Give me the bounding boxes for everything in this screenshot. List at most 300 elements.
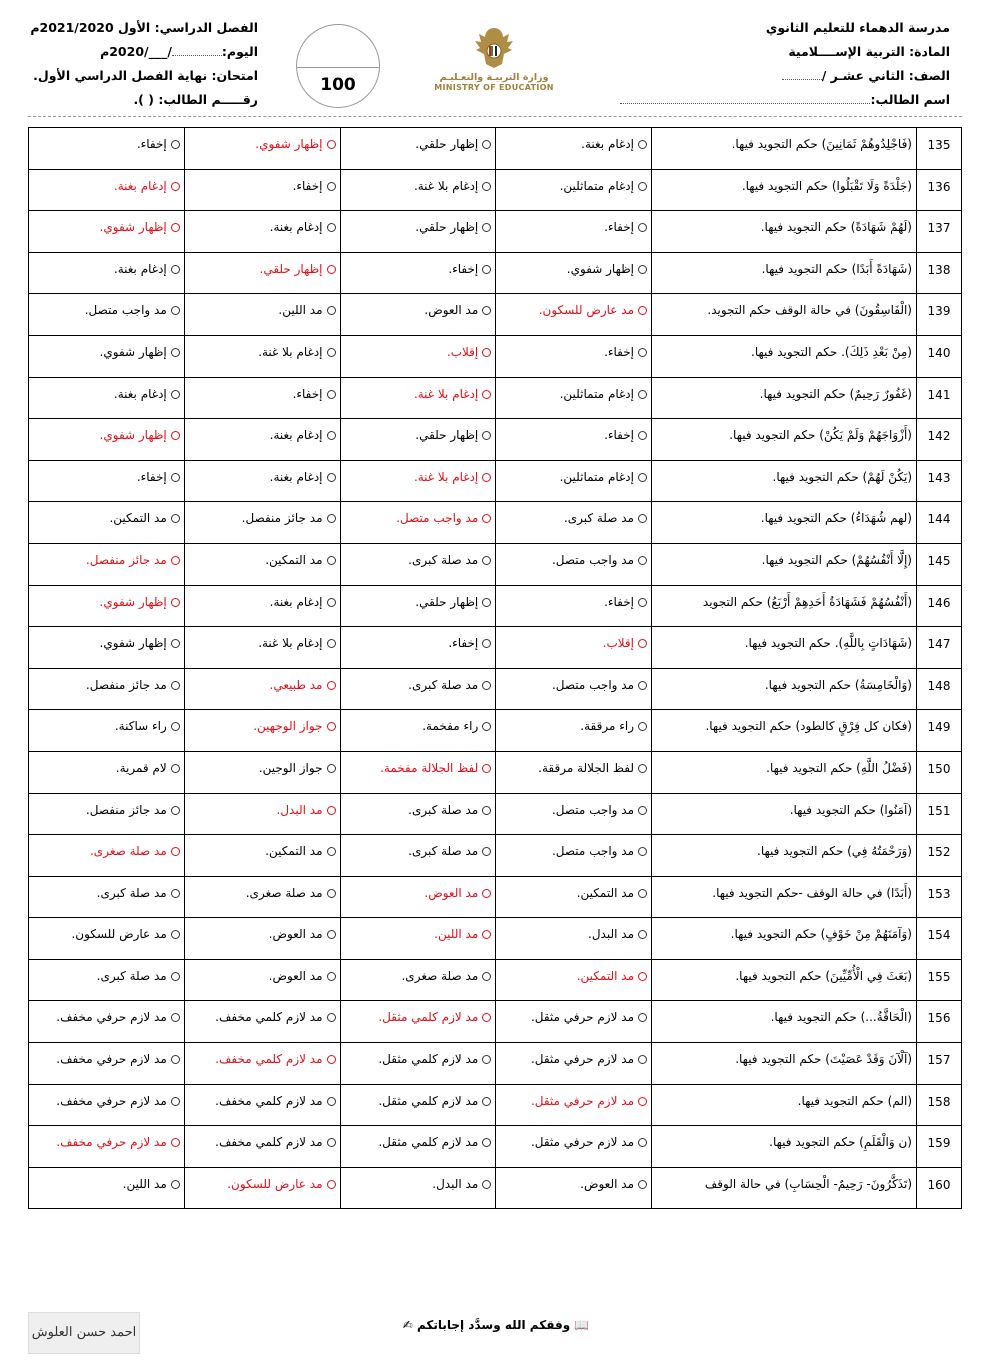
answer-option-label: إدغام بلا غنة. <box>413 178 479 193</box>
answer-option-label: مد واجب متصل. <box>84 303 167 318</box>
radio-icon[interactable] <box>327 847 336 856</box>
answer-option[interactable] <box>340 835 496 877</box>
answer-option-label: جواز الوجين. <box>258 760 323 775</box>
answer-option[interactable] <box>29 294 185 336</box>
radio-icon[interactable] <box>171 473 180 482</box>
answer-option-correct[interactable] <box>496 294 652 336</box>
answer-option[interactable] <box>29 959 185 1001</box>
radio-icon[interactable] <box>482 514 491 523</box>
radio-icon[interactable] <box>327 182 336 191</box>
answer-option-label: مد جائز منفصل. <box>241 511 323 526</box>
answer-option-correct[interactable] <box>184 710 340 752</box>
question-text: (لهم شُهَدَاءُ) حكم التجويد فيها. <box>652 502 917 544</box>
answer-option[interactable] <box>184 460 340 502</box>
answer-option-correct[interactable] <box>29 543 185 585</box>
radio-icon[interactable] <box>482 806 491 815</box>
answer-option[interactable] <box>184 959 340 1001</box>
radio-icon[interactable] <box>327 431 336 440</box>
question-number: 145 <box>917 543 962 585</box>
answer-option-label: مد لازم كلمي مخفف. <box>215 1010 323 1025</box>
radio-icon[interactable] <box>171 722 180 731</box>
answer-option[interactable] <box>184 627 340 669</box>
radio-icon[interactable] <box>327 889 336 898</box>
radio-icon[interactable] <box>171 390 180 399</box>
answer-option-label: راء مرققة. <box>580 719 634 734</box>
radio-icon[interactable] <box>171 806 180 815</box>
answer-option-label: إظهار شفوي. <box>99 220 167 235</box>
radio-icon[interactable] <box>638 972 647 981</box>
answer-option-label: إظهار شفوي. <box>255 137 323 151</box>
answer-option[interactable] <box>29 627 185 669</box>
answer-option[interactable] <box>29 793 185 835</box>
radio-icon[interactable] <box>171 598 180 607</box>
radio-icon[interactable] <box>327 972 336 981</box>
answer-option-correct[interactable] <box>184 793 340 835</box>
radio-icon[interactable] <box>171 681 180 690</box>
answer-option[interactable] <box>496 377 652 419</box>
answer-option[interactable] <box>496 252 652 294</box>
answer-option[interactable] <box>340 211 496 253</box>
radio-icon[interactable] <box>482 265 491 274</box>
radio-icon[interactable] <box>638 431 647 440</box>
radio-icon[interactable] <box>327 348 336 357</box>
question-text: (فَاجْلِدُوهُمْ ثَمَانِينَ) حكم التجويد فيها. <box>652 128 917 170</box>
answer-option[interactable] <box>340 543 496 585</box>
radio-icon[interactable] <box>482 972 491 981</box>
question-row <box>29 335 962 377</box>
question-number: 147 <box>917 627 962 669</box>
answer-option[interactable] <box>184 751 340 793</box>
radio-icon[interactable] <box>482 390 491 399</box>
question-row <box>29 1043 962 1085</box>
question-text: (إِلَّا أَنْفُسُهُمْ) حكم التجويد فيها. <box>652 543 917 585</box>
answer-option[interactable] <box>340 252 496 294</box>
answer-option[interactable] <box>340 793 496 835</box>
radio-icon[interactable] <box>327 1055 336 1064</box>
question-row <box>29 751 962 793</box>
radio-icon[interactable] <box>482 889 491 898</box>
answer-option[interactable] <box>496 751 652 793</box>
answer-option-correct[interactable] <box>340 335 496 377</box>
radio-icon[interactable] <box>482 847 491 856</box>
answer-option[interactable] <box>29 1167 185 1209</box>
question-number: 138 <box>917 252 962 294</box>
radio-icon[interactable] <box>327 764 336 773</box>
radio-icon[interactable] <box>327 722 336 731</box>
answer-option[interactable] <box>29 710 185 752</box>
answer-option-label: مد لازم حرفي مخفف. <box>56 1093 167 1108</box>
answer-option[interactable] <box>29 1001 185 1043</box>
radio-icon[interactable] <box>638 889 647 898</box>
answer-option[interactable] <box>340 959 496 1001</box>
date-value: /___/2020م <box>100 44 172 59</box>
answer-option-label: مد العوض. <box>580 1176 634 1191</box>
answer-option-correct[interactable] <box>29 1126 185 1168</box>
answer-option-label: مد عارض للسكون. <box>71 927 167 942</box>
radio-icon[interactable] <box>171 972 180 981</box>
radio-icon[interactable] <box>638 1180 647 1189</box>
radio-icon[interactable] <box>482 1097 491 1106</box>
answer-option[interactable] <box>496 1001 652 1043</box>
answer-option[interactable] <box>496 419 652 461</box>
radio-icon[interactable] <box>327 223 336 232</box>
question-number: 141 <box>917 377 962 419</box>
radio-icon[interactable] <box>327 1097 336 1106</box>
answer-option[interactable] <box>496 1167 652 1209</box>
answer-option[interactable] <box>29 502 185 544</box>
answer-option-correct[interactable] <box>184 1043 340 1085</box>
answer-option[interactable] <box>184 169 340 211</box>
answer-option-label: إقلاب. <box>602 636 634 651</box>
answer-option[interactable] <box>29 1084 185 1126</box>
radio-icon[interactable] <box>482 764 491 773</box>
question-text: (وَالْخَامِسَةُ) حكم التجويد فيها. <box>652 668 917 710</box>
radio-icon[interactable] <box>638 348 647 357</box>
answer-option[interactable] <box>496 502 652 544</box>
question-row <box>29 668 962 710</box>
answer-option[interactable] <box>340 294 496 336</box>
question-number: 160 <box>917 1167 962 1209</box>
radio-icon[interactable] <box>327 473 336 482</box>
radio-icon[interactable] <box>482 140 491 149</box>
answer-option-label: مد واجب متصل. <box>551 844 634 859</box>
radio-icon[interactable] <box>327 806 336 815</box>
answer-option-label: مد جائز منفصل. <box>85 677 167 692</box>
grade-label: الصف: الثاني عشـر / <box>821 68 950 83</box>
answer-option-correct[interactable] <box>184 668 340 710</box>
question-number: 158 <box>917 1084 962 1126</box>
question-number: 153 <box>917 876 962 918</box>
answer-option-label: مد جائز منفصل. <box>85 802 167 817</box>
answer-option[interactable] <box>496 1126 652 1168</box>
answer-option[interactable] <box>496 335 652 377</box>
answer-option-correct[interactable] <box>496 1084 652 1126</box>
student-name-line <box>620 88 950 112</box>
answer-option-correct[interactable] <box>29 169 185 211</box>
grade-total: 100 <box>320 75 356 95</box>
radio-icon[interactable] <box>171 847 180 856</box>
radio-icon[interactable] <box>327 306 336 315</box>
answer-option[interactable] <box>29 252 185 294</box>
radio-icon[interactable] <box>482 1013 491 1022</box>
radio-icon[interactable] <box>171 1138 180 1147</box>
question-row <box>29 252 962 294</box>
radio-icon[interactable] <box>638 306 647 315</box>
radio-icon[interactable] <box>482 223 491 232</box>
radio-icon[interactable] <box>327 556 336 565</box>
radio-icon[interactable] <box>638 930 647 939</box>
radio-icon[interactable] <box>482 1180 491 1189</box>
radio-icon[interactable] <box>482 348 491 357</box>
answer-option-label: إخفاء. <box>448 636 479 651</box>
radio-icon[interactable] <box>171 223 180 232</box>
question-row <box>29 959 962 1001</box>
radio-icon[interactable] <box>482 473 491 482</box>
radio-icon[interactable] <box>638 598 647 607</box>
answer-option[interactable] <box>496 460 652 502</box>
radio-icon[interactable] <box>482 1138 491 1147</box>
subject: المادة: التربية الإســــلامية <box>788 44 950 59</box>
answer-option-correct[interactable] <box>29 419 185 461</box>
answer-option[interactable] <box>29 377 185 419</box>
answer-option[interactable] <box>496 918 652 960</box>
answer-option[interactable] <box>496 835 652 877</box>
answer-option[interactable] <box>496 211 652 253</box>
answer-option-label: إدغام بغنة. <box>113 261 167 276</box>
answer-option-correct[interactable] <box>340 751 496 793</box>
question-text: (فَضْلُ اللَّهِ) حكم التجويد فيها. <box>652 751 917 793</box>
day-line <box>28 40 258 64</box>
radio-icon[interactable] <box>482 306 491 315</box>
answer-option-label: مد لازم كلمي مثقل. <box>378 1093 479 1108</box>
answer-option-label: مد واجب متصل. <box>551 802 634 817</box>
answer-option-label: إدغام بلا غنة. <box>413 386 479 401</box>
radio-icon[interactable] <box>482 930 491 939</box>
answer-option[interactable] <box>184 1084 340 1126</box>
answer-option[interactable] <box>184 211 340 253</box>
radio-icon[interactable] <box>638 1055 647 1064</box>
answer-option-correct[interactable] <box>340 377 496 419</box>
radio-icon[interactable] <box>171 306 180 315</box>
radio-icon[interactable] <box>171 1055 180 1064</box>
radio-icon[interactable] <box>327 681 336 690</box>
answer-option[interactable] <box>340 169 496 211</box>
radio-icon[interactable] <box>171 1180 180 1189</box>
answer-option[interactable] <box>340 1084 496 1126</box>
radio-icon[interactable] <box>171 1097 180 1106</box>
question-text: (وَآمَنَهُمْ مِنْ خَوْفٍ) حكم التجويد فيها. <box>652 918 917 960</box>
radio-icon[interactable] <box>482 1055 491 1064</box>
question-text: (الم) حكم التجويد فيها. <box>652 1084 917 1126</box>
radio-icon[interactable] <box>638 1138 647 1147</box>
answer-option[interactable] <box>496 710 652 752</box>
radio-icon[interactable] <box>482 556 491 565</box>
radio-icon[interactable] <box>327 265 336 274</box>
answer-option[interactable] <box>184 543 340 585</box>
answer-option-correct[interactable] <box>340 1001 496 1043</box>
radio-icon[interactable] <box>638 1013 647 1022</box>
radio-icon[interactable] <box>171 930 180 939</box>
question-row <box>29 419 962 461</box>
answer-option[interactable] <box>29 128 185 170</box>
radio-icon[interactable] <box>327 1013 336 1022</box>
radio-icon[interactable] <box>482 598 491 607</box>
radio-icon[interactable] <box>638 514 647 523</box>
question-text: (مِنْ بَعْدِ ذَلِكَ). حكم التجويد فيها. <box>652 335 917 377</box>
radio-icon[interactable] <box>327 1180 336 1189</box>
answer-option-label: مد واجب متصل. <box>551 552 634 567</box>
radio-icon[interactable] <box>638 390 647 399</box>
question-row <box>29 710 962 752</box>
school-name: مدرسة الدهماء للتعليم الثانوي <box>765 20 950 35</box>
answer-option[interactable] <box>340 585 496 627</box>
exam-title: امتحان: نهاية الفصل الدراسي الأول. <box>33 68 258 83</box>
radio-icon[interactable] <box>171 182 180 191</box>
answer-option[interactable] <box>496 793 652 835</box>
question-row <box>29 460 962 502</box>
radio-icon[interactable] <box>171 1013 180 1022</box>
answer-option-correct[interactable] <box>29 835 185 877</box>
answer-option-label: مد صلة كبرى. <box>96 968 167 983</box>
radio-icon[interactable] <box>638 806 647 815</box>
radio-icon[interactable] <box>171 514 180 523</box>
day-label: اليوم: <box>221 44 258 59</box>
radio-icon[interactable] <box>327 598 336 607</box>
answer-option-label: إدغام بغنة. <box>269 594 323 609</box>
answer-option[interactable] <box>184 585 340 627</box>
radio-icon[interactable] <box>171 639 180 648</box>
question-number: 150 <box>917 751 962 793</box>
answer-option[interactable] <box>29 751 185 793</box>
radio-icon[interactable] <box>171 556 180 565</box>
question-row <box>29 585 962 627</box>
radio-icon[interactable] <box>327 639 336 648</box>
radio-icon[interactable] <box>638 140 647 149</box>
answer-option-label: مد صلة كبرى. <box>96 885 167 900</box>
grade-circle <box>296 24 380 108</box>
answer-option-correct[interactable] <box>29 585 185 627</box>
answer-option[interactable] <box>29 460 185 502</box>
answer-option[interactable] <box>184 294 340 336</box>
answer-option-correct[interactable] <box>496 627 652 669</box>
answer-option[interactable] <box>184 835 340 877</box>
answer-option-label: مد لازم حرفي مخفف. <box>56 1052 167 1067</box>
grade-divider <box>297 67 379 68</box>
answer-option[interactable] <box>184 377 340 419</box>
question-number: 135 <box>917 128 962 170</box>
radio-icon[interactable] <box>638 223 647 232</box>
answer-option-label: إظهار حلقي. <box>415 594 479 609</box>
question-text: (آمَنُوا) حكم التجويد فيها. <box>652 793 917 835</box>
question-text: (بَعَثَ فِي الْأُمِّيِّينَ) حكم التجويد فيها. <box>652 959 917 1001</box>
answer-option[interactable] <box>184 1001 340 1043</box>
question-row <box>29 502 962 544</box>
question-row <box>29 128 962 170</box>
question-number: 146 <box>917 585 962 627</box>
answer-option[interactable] <box>340 1167 496 1209</box>
answer-option-correct[interactable] <box>340 502 496 544</box>
answer-option-correct[interactable] <box>496 959 652 1001</box>
answer-option[interactable] <box>340 1126 496 1168</box>
radio-icon[interactable] <box>327 390 336 399</box>
radio-icon[interactable] <box>638 847 647 856</box>
answer-option[interactable] <box>340 668 496 710</box>
radio-icon[interactable] <box>638 639 647 648</box>
question-text: (شَهَادَةً أَبَدًا) حكم التجويد فيها. <box>652 252 917 294</box>
answer-option-label: مد العوض. <box>268 968 323 983</box>
radio-icon[interactable] <box>482 722 491 731</box>
radio-icon[interactable] <box>638 681 647 690</box>
answer-option[interactable] <box>496 543 652 585</box>
answer-option[interactable] <box>184 918 340 960</box>
answer-option[interactable] <box>496 1043 652 1085</box>
answer-option-label: إظهار حلقي. <box>415 137 479 151</box>
answer-option[interactable] <box>340 627 496 669</box>
question-row <box>29 543 962 585</box>
answer-option[interactable] <box>29 876 185 918</box>
answer-option[interactable] <box>29 668 185 710</box>
radio-icon[interactable] <box>638 473 647 482</box>
answer-option[interactable] <box>496 876 652 918</box>
answer-option-label: إدغام بغنة. <box>113 178 167 193</box>
answer-option[interactable] <box>184 419 340 461</box>
radio-icon[interactable] <box>327 514 336 523</box>
radio-icon[interactable] <box>482 639 491 648</box>
question-text: (لَهُمْ شَهَادَةً) حكم التجويد فيها. <box>652 211 917 253</box>
answer-option-label: إخفاء. <box>604 344 634 359</box>
answer-option-correct[interactable] <box>184 1167 340 1209</box>
answer-option[interactable] <box>340 710 496 752</box>
radio-icon[interactable] <box>482 431 491 440</box>
radio-icon[interactable] <box>638 764 647 773</box>
question-row <box>29 1084 962 1126</box>
radio-icon[interactable] <box>327 1138 336 1147</box>
answer-option-label: مد التمكين. <box>109 511 167 526</box>
answer-option[interactable] <box>29 918 185 960</box>
answer-option[interactable] <box>184 876 340 918</box>
question-row <box>29 169 962 211</box>
question-number: 151 <box>917 793 962 835</box>
question-text: (ن وَالْقَلَمِ) حكم التجويد فيها. <box>652 1126 917 1168</box>
question-row <box>29 793 962 835</box>
radio-icon[interactable] <box>327 140 336 149</box>
answer-option-label: مد صلة كبرى. <box>408 552 479 567</box>
answer-option[interactable] <box>496 128 652 170</box>
answer-option[interactable] <box>184 502 340 544</box>
answer-option[interactable] <box>340 128 496 170</box>
question-row <box>29 294 962 336</box>
header-school-info <box>620 16 950 112</box>
answer-option[interactable] <box>184 335 340 377</box>
answer-option[interactable] <box>29 1043 185 1085</box>
radio-icon[interactable] <box>482 182 491 191</box>
radio-icon[interactable] <box>638 265 647 274</box>
radio-icon[interactable] <box>171 348 180 357</box>
answer-option-correct[interactable] <box>184 128 340 170</box>
answer-option[interactable] <box>340 1043 496 1085</box>
radio-icon[interactable] <box>171 764 180 773</box>
answer-option-correct[interactable] <box>29 211 185 253</box>
radio-icon[interactable] <box>171 889 180 898</box>
radio-icon[interactable] <box>638 1097 647 1106</box>
answer-option[interactable] <box>184 1126 340 1168</box>
question-text: (أَنْفُسُهُمْ فَشَهَادَةُ أَحَدِهِمْ أَرْبَعُ) حكم التجويد <box>652 585 917 627</box>
ministry-name-en: MINISTRY OF EDUCATION <box>434 83 554 92</box>
radio-icon[interactable] <box>171 431 180 440</box>
radio-icon[interactable] <box>638 182 647 191</box>
answer-option-label: مد لازم حرفي مثقل. <box>530 1052 634 1067</box>
answer-option[interactable] <box>496 585 652 627</box>
radio-icon[interactable] <box>638 556 647 565</box>
answer-option-label: مد صلة كبرى. <box>408 844 479 859</box>
answer-option-correct[interactable] <box>340 918 496 960</box>
radio-icon[interactable] <box>638 722 647 731</box>
answer-option[interactable] <box>29 335 185 377</box>
questions-table <box>28 127 962 1209</box>
radio-icon[interactable] <box>171 140 180 149</box>
radio-icon[interactable] <box>327 930 336 939</box>
radio-icon[interactable] <box>482 681 491 690</box>
answer-option-label: إظهار شفوي. <box>566 261 634 276</box>
answer-option[interactable] <box>340 419 496 461</box>
radio-icon[interactable] <box>171 265 180 274</box>
answer-option[interactable] <box>496 668 652 710</box>
answer-option-correct[interactable] <box>340 876 496 918</box>
answer-option-label: مد لازم كلمي مخفف. <box>215 1052 323 1067</box>
answer-option[interactable] <box>496 169 652 211</box>
answer-option-correct[interactable] <box>340 460 496 502</box>
answer-option-correct[interactable] <box>184 252 340 294</box>
